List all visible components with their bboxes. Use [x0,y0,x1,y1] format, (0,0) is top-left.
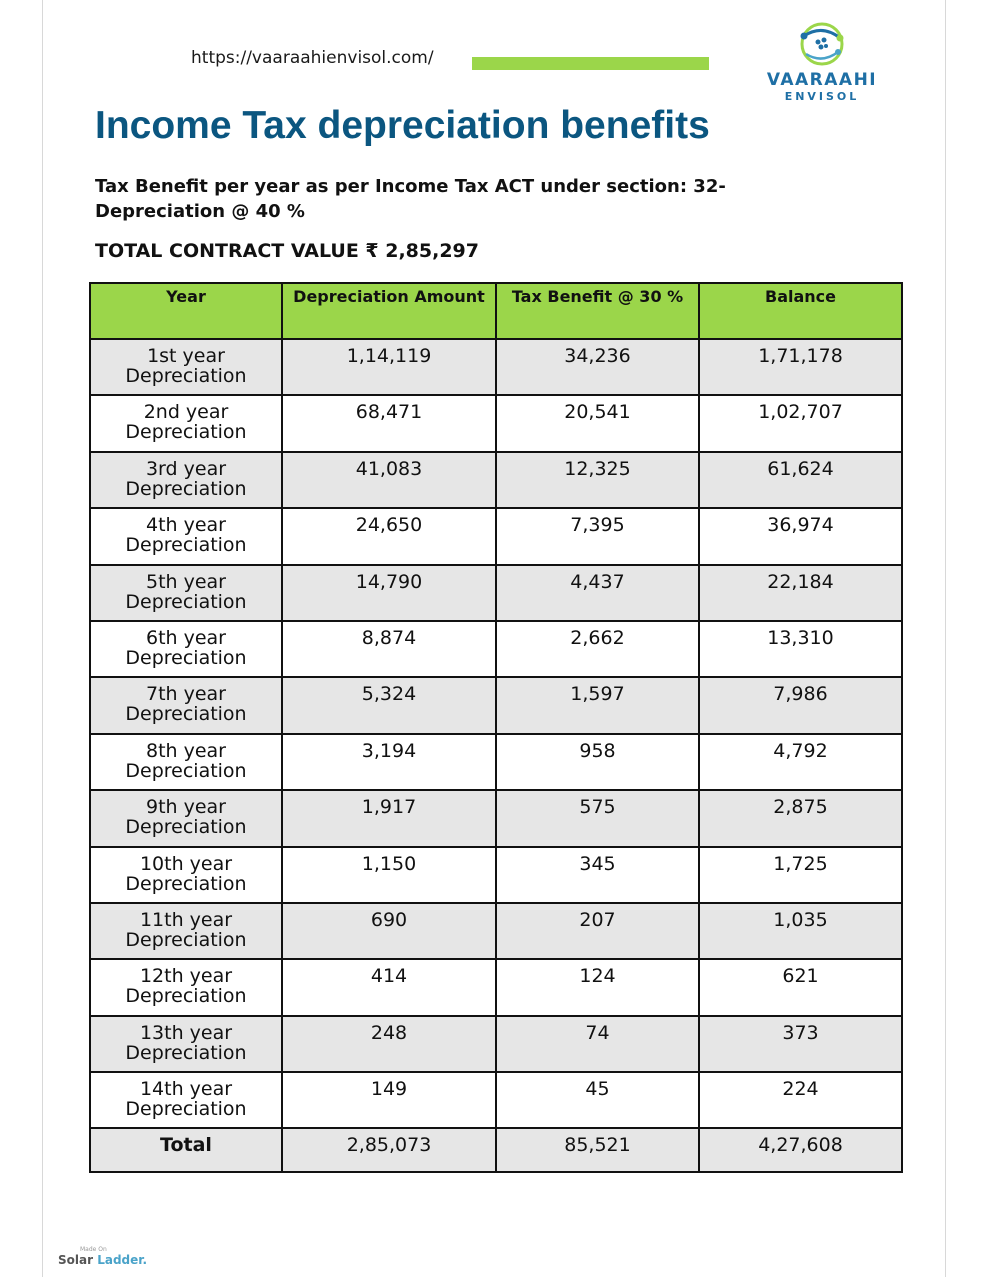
company-logo [756,18,888,108]
cell-tax-benefit: 207 [496,903,699,959]
cell-depreciation: 414 [282,959,496,1015]
table-row [90,508,902,564]
table-row [90,677,902,733]
footer-brand [58,1246,158,1267]
logo-subtitle: ENVISOL [784,90,860,103]
cell-year: 12th year Depreciation [90,959,282,1015]
cell-year: 13th year Depreciation [90,1016,282,1072]
depreciation-table [89,282,903,1173]
table-row [90,903,902,959]
cell-year: 8th year Depreciation [90,734,282,790]
table-row [90,1072,902,1128]
cell-depreciation: 1,14,119 [282,339,496,395]
col-header-depreciation: Depreciation Amount [282,283,496,339]
total-tax-benefit: 85,521 [496,1128,699,1172]
cell-year: 3rd year Depreciation [90,452,282,508]
total-label: Total [90,1128,282,1172]
cell-tax-benefit: 2,662 [496,621,699,677]
table-row [90,395,902,451]
cell-depreciation: 1,917 [282,790,496,846]
cell-depreciation: 690 [282,903,496,959]
cell-year: 4th year Depreciation [90,508,282,564]
total-depreciation: 2,85,073 [282,1128,496,1172]
col-header-balance: Balance [699,283,902,339]
cell-depreciation: 68,471 [282,395,496,451]
cell-tax-benefit: 1,597 [496,677,699,733]
cell-year: 10th year Depreciation [90,847,282,903]
cell-tax-benefit: 34,236 [496,339,699,395]
table-header-row [90,283,902,339]
cell-depreciation: 24,650 [282,508,496,564]
made-on-label: Made On [80,1246,107,1253]
col-header-year: Year [90,283,282,339]
cell-depreciation: 248 [282,1016,496,1072]
table-row [90,452,902,508]
cell-depreciation: 5,324 [282,677,496,733]
cell-year: 14th year Depreciation [90,1072,282,1128]
table-row [90,565,902,621]
cell-tax-benefit: 45 [496,1072,699,1128]
cell-tax-benefit: 575 [496,790,699,846]
cell-tax-benefit: 74 [496,1016,699,1072]
total-balance: 4,27,608 [699,1128,902,1172]
cell-tax-benefit: 958 [496,734,699,790]
website-link[interactable]: https://vaaraahienvisol.com/ [191,48,434,68]
cell-balance: 1,02,707 [699,395,902,451]
brand-name-part1: Solar [58,1253,94,1267]
cell-depreciation: 3,194 [282,734,496,790]
cell-balance: 224 [699,1072,902,1128]
table-row [90,339,902,395]
brand-name-part2: Ladder. [97,1253,148,1267]
table-row [90,1016,902,1072]
cell-year: 7th year Depreciation [90,677,282,733]
cell-year: 11th year Depreciation [90,903,282,959]
cell-tax-benefit: 124 [496,959,699,1015]
total-contract-value: TOTAL CONTRACT VALUE ₹ 2,85,297 [95,240,479,262]
cell-year: 1st year Depreciation [90,339,282,395]
cell-depreciation: 149 [282,1072,496,1128]
cell-year: 2nd year Depreciation [90,395,282,451]
cell-year: 9th year Depreciation [90,790,282,846]
cell-balance: 2,875 [699,790,902,846]
cell-balance: 22,184 [699,565,902,621]
header-accent-bar [472,57,709,70]
cell-tax-benefit: 7,395 [496,508,699,564]
cell-balance: 373 [699,1016,902,1072]
cell-depreciation: 41,083 [282,452,496,508]
cell-depreciation: 14,790 [282,565,496,621]
cell-balance: 1,71,178 [699,339,902,395]
cell-year: 6th year Depreciation [90,621,282,677]
cell-tax-benefit: 20,541 [496,395,699,451]
cell-tax-benefit: 345 [496,847,699,903]
cell-year: 5th year Depreciation [90,565,282,621]
table-row [90,847,902,903]
logo-globe-icon [794,18,850,70]
cell-balance: 1,035 [699,903,902,959]
brand-name [58,1253,158,1267]
table-row [90,734,902,790]
cell-balance: 7,986 [699,677,902,733]
cell-depreciation: 8,874 [282,621,496,677]
table-row [90,621,902,677]
cell-tax-benefit: 12,325 [496,452,699,508]
cell-depreciation: 1,150 [282,847,496,903]
cell-balance: 1,725 [699,847,902,903]
col-header-tax-benefit: Tax Benefit @ 30 % [496,283,699,339]
page-title: Income Tax depreciation benefits [95,104,710,147]
cell-balance: 36,974 [699,508,902,564]
table-row [90,790,902,846]
cell-balance: 13,310 [699,621,902,677]
table-row [90,959,902,1015]
cell-balance: 61,624 [699,452,902,508]
page-subtitle: Tax Benefit per year as per Income Tax ACT under section: 32- Depreciation @ 40 % [95,176,726,222]
cell-tax-benefit: 4,437 [496,565,699,621]
cell-balance: 621 [699,959,902,1015]
table-total-row [90,1128,902,1172]
logo-name: VAARAAHI [766,70,878,90]
cell-balance: 4,792 [699,734,902,790]
